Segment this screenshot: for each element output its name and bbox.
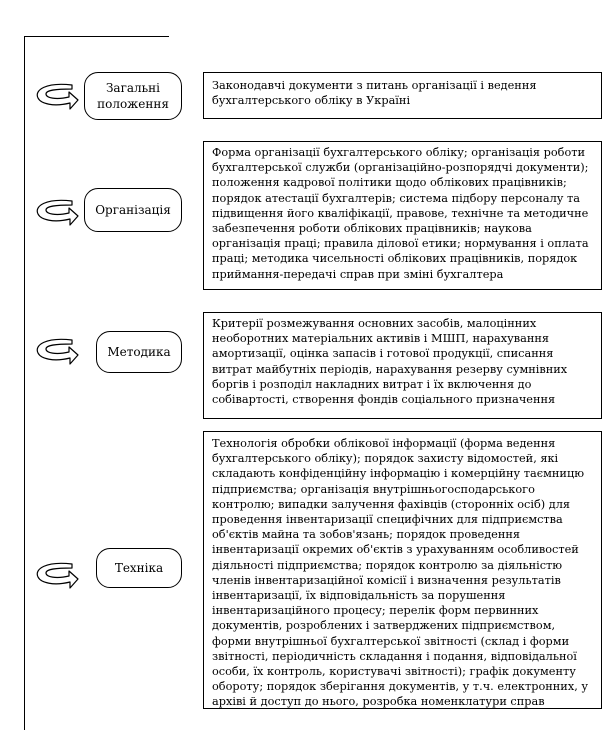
left-trunk-line xyxy=(24,36,25,730)
curved-arrow-icon xyxy=(32,196,80,230)
section-label: Загальні положення xyxy=(97,81,169,111)
curved-arrow-icon xyxy=(32,335,80,369)
section-label: Методика xyxy=(107,345,171,359)
section-label: Організація xyxy=(95,203,171,217)
top-connector-line xyxy=(24,36,169,37)
section-label: Техніка xyxy=(114,561,164,575)
section-description-methodology xyxy=(203,312,602,419)
section-node-organization xyxy=(84,188,182,232)
description-text: Форма організації бухгалтерського обліку; організація роботи бухгалтерської служби (організаційно-розпорядчі документи); положення кадрової політики щодо облікових працівників; порядок атестації бухгалтерів; система підбору персоналу та підвищення його кваліфікації, правове, технічне та методичне забезпечення роботи облікових працівників; наукова організація праці; правила ділової етики; нормування і оплата праці; методика чисельності облікових працівників, порядок приймання-передачі справ при зміні бухгалтера xyxy=(212,146,589,281)
section-description-general-provisions xyxy=(203,72,602,119)
description-text: Технологія обробки облікової інформації (форма ведення бухгалтерського обліку); порядок захисту відомостей, які складають конфіденційну інформацію і комерційну таємницю підприємства; організація внутрішньогосподарського контролю; випадки залучення фахівців (сторонніх осіб) для проведення інвентаризації специфічних для підприємства об'єктів майна та зобов'язань; порядок проведення інвентаризації окремих об'єктів з урахуванням особливостей діяльності підприємства; порядок контролю за діяльністю членів інвентаризаційної комісії і визначення результатів інвентаризації, їх відповідальність за порушення інвентаризаційного процесу; перелік форм первинних документів, розроблених і затверджених підприємством, форми внутрішньої бухгалтерської звітності (склад і форми звітності, періодичність складання і подання, відповідальної особи, їх контроль, користувачі звітності); графік документу обороту; порядок зберігання документів, у т.ч. електронних, у архіві й доступ до нього, розробка номенклатури справ xyxy=(212,437,589,709)
section-description-technique xyxy=(203,431,602,709)
section-node-methodology xyxy=(96,331,182,373)
curved-arrow-icon xyxy=(32,559,80,593)
curved-arrow-icon xyxy=(32,80,80,114)
section-node-general-provisions xyxy=(84,72,182,120)
section-node-technique xyxy=(96,548,182,588)
description-text: Законодавчі документи з питань організації і ведення бухгалтерського обліку в Україні xyxy=(212,79,537,108)
description-text: Критерії розмежування основних засобів, малоцінних необоротних матеріальних активів і МШП, нарахування амортизації, оцінка запасів і готової продукції, списання витрат майбутніх періодів, нарахування резерву сумнівних боргів і розподіл накладних витрат і їх включення до собівартості, створення фондів соціального призначення xyxy=(212,317,568,407)
section-description-organization xyxy=(203,141,602,290)
